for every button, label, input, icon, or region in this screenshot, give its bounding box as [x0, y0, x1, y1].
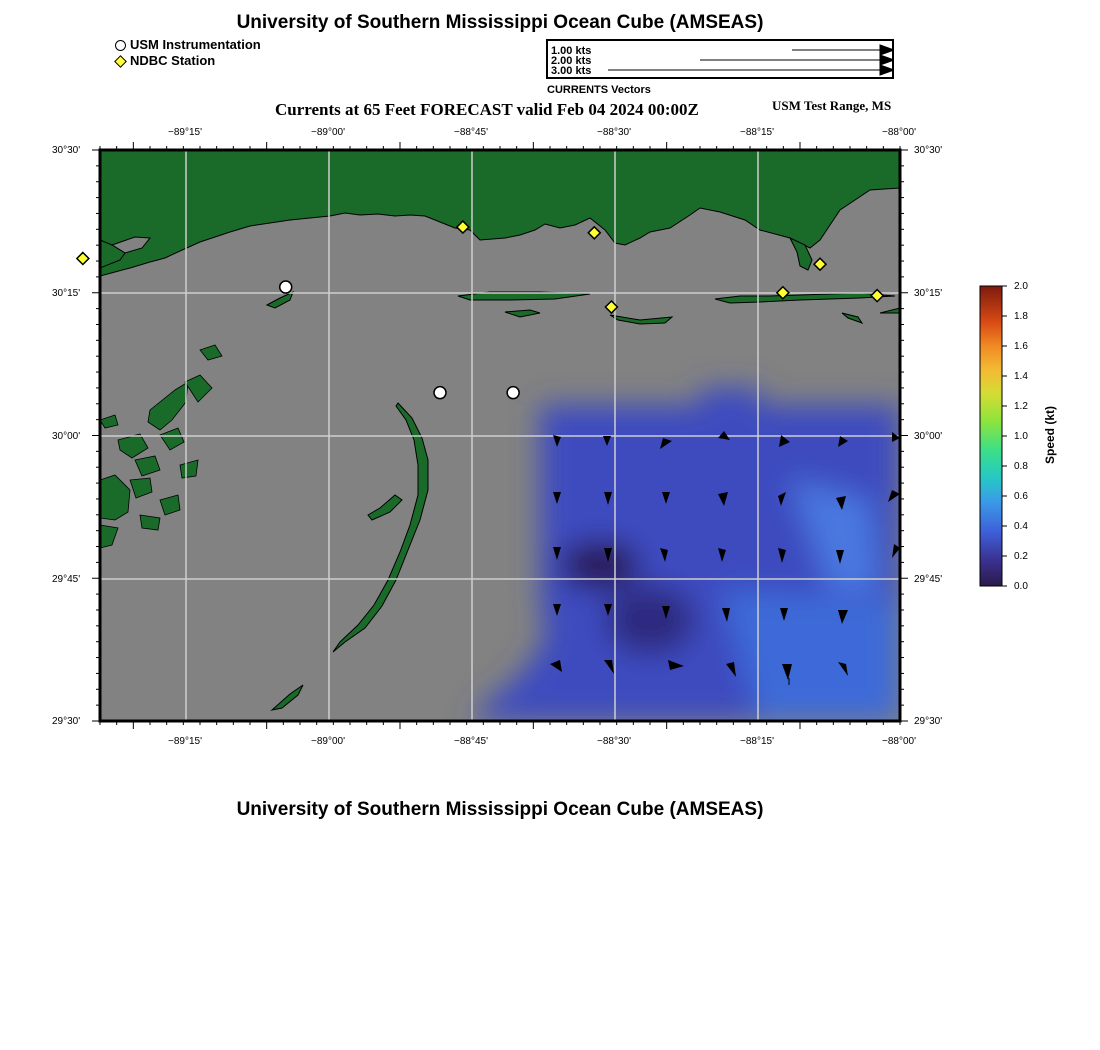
- arrow-icon: [880, 65, 892, 75]
- lon-tick-label: −88°45': [454, 736, 488, 747]
- location-label: USM Test Range, MS: [772, 98, 892, 113]
- footer-title: University of Southern Mississippi Ocean Cube (AMSEAS): [236, 799, 764, 820]
- symbol-legend: [112, 37, 261, 69]
- colorbar-tick-label: 0.2: [1014, 551, 1028, 562]
- lon-tick-label: −89°00': [311, 736, 345, 747]
- usm-station-marker: [434, 387, 446, 399]
- vector-legend-box: [546, 39, 894, 79]
- lon-tick-label: −88°15': [740, 127, 774, 138]
- lat-tick-label: 30°00': [914, 431, 943, 442]
- colorbar-tick-label: 1.2: [1014, 401, 1028, 412]
- colorbar-tick-label: 0.6: [1014, 491, 1028, 502]
- colorbar-tick-label: 1.4: [1014, 371, 1028, 382]
- lon-tick-label: −88°30': [597, 736, 631, 747]
- arrow-icon: [880, 55, 892, 65]
- lon-tick-label: −88°45': [454, 127, 488, 138]
- lat-tick-label: 29°45': [914, 574, 943, 585]
- usm-station-marker: [280, 281, 292, 293]
- legend-ndbc-row: [112, 53, 261, 69]
- currents-map: [0, 120, 930, 760]
- lon-tick-label: −89°15': [168, 736, 202, 747]
- lat-tick-label: 30°15': [52, 288, 81, 299]
- lon-tick-label: −88°30': [597, 127, 631, 138]
- circle-marker-icon: [112, 40, 128, 51]
- legend-usm-row: [112, 37, 261, 53]
- vector-legend-caption: CURRENTS Vectors: [547, 84, 651, 96]
- speed-colorbar: [975, 282, 1015, 592]
- lon-tick-label: −88°00': [882, 127, 916, 138]
- lat-tick-label: 30°30': [52, 145, 81, 156]
- map-subtitle: Currents at 65 Feet FORECAST valid Feb 04 2024 00:00Z: [275, 100, 699, 119]
- colorbar-tick-label: 0.4: [1014, 521, 1028, 532]
- diamond-marker-icon: [112, 57, 128, 66]
- vector-legend-item: 2.00 kts: [551, 55, 592, 67]
- colorbar-tick-label: 0.8: [1014, 461, 1028, 472]
- colorbar-tick-label: 2.0: [1014, 281, 1028, 292]
- ndbc-station-marker: [77, 252, 89, 264]
- lat-tick-label: 29°45': [52, 574, 81, 585]
- arrow-icon: [880, 45, 892, 55]
- vector-legend-item: 1.00 kts: [551, 45, 592, 57]
- colorbar-tick-label: 1.8: [1014, 311, 1028, 322]
- legend-ndbc-label: NDBC Station: [130, 53, 216, 68]
- lat-tick-label: 30°15': [914, 288, 943, 299]
- lat-tick-label: 30°00': [52, 431, 81, 442]
- lon-tick-label: −89°00': [311, 127, 345, 138]
- usm-station-marker: [507, 387, 519, 399]
- lon-tick-label: −88°15': [740, 736, 774, 747]
- lat-tick-label: 29°30': [52, 716, 81, 727]
- main-title: University of Southern Mississippi Ocean Cube (AMSEAS): [236, 12, 764, 33]
- lat-tick-label: 30°30': [914, 145, 943, 156]
- vector-legend-arrows: [548, 41, 892, 77]
- colorbar-tick-label: 0.0: [1014, 581, 1028, 592]
- colorbar-tick-label: 1.6: [1014, 341, 1028, 352]
- lon-tick-label: −89°15': [168, 127, 202, 138]
- vector-legend-item: 3.00 kts: [551, 65, 592, 77]
- colorbar-tick-label: 1.0: [1014, 431, 1028, 442]
- colorbar-title: Speed (kt): [1043, 406, 1057, 465]
- lon-tick-label: −88°00': [882, 736, 916, 747]
- lat-tick-label: 29°30': [914, 716, 943, 727]
- legend-usm-label: USM Instrumentation: [130, 37, 261, 52]
